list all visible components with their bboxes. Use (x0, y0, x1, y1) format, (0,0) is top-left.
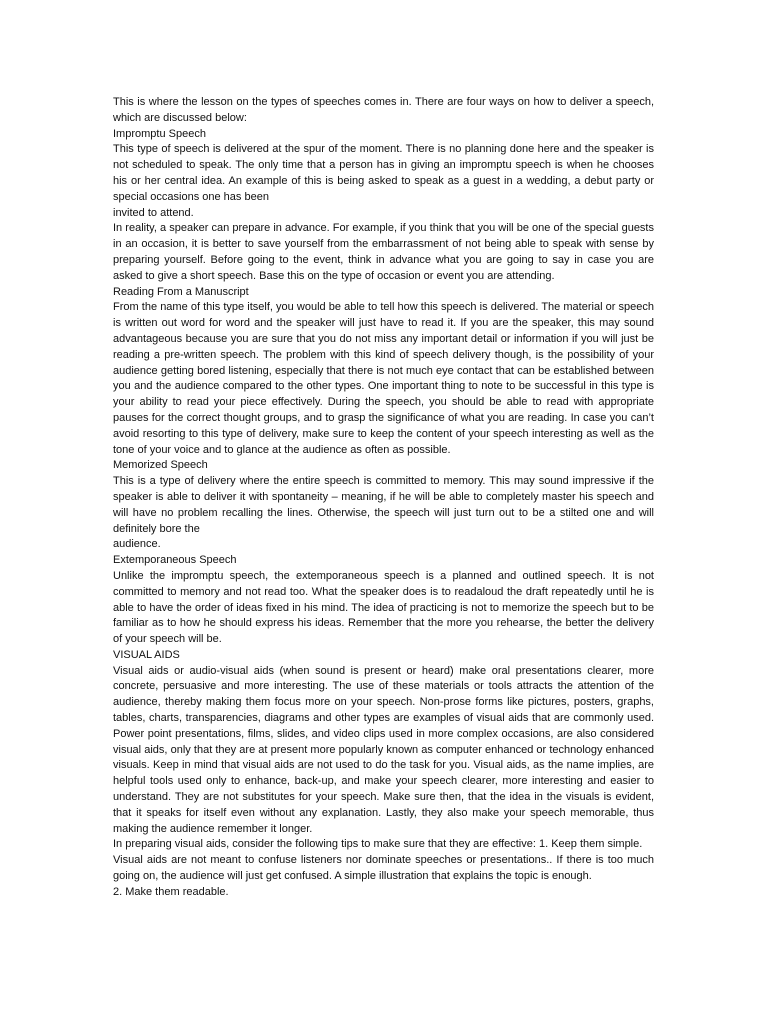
heading-impromptu-speech: Impromptu Speech (113, 127, 206, 140)
visual-aids-readable-item: 2. Make them readable. (113, 885, 229, 898)
intro-paragraph: This is where the lesson on the types of speeches comes in. There are four ways on how to deliver a speech, which are discussed below: (113, 96, 654, 124)
heading-reading-manuscript: Reading From a Manuscript (113, 285, 249, 298)
impromptu-paragraph: This type of speech is delivered at the spur of the moment. There is no planning done here and the speaker is not scheduled to speak. The only time that a person has in giving an impromptu speech is when he chooses his or her central idea. An example of this is being asked to speak as a guest in a wedding, a debut party or special occasions one has been (113, 143, 654, 203)
memorized-paragraph: This is a type of delivery where the entire speech is committed to memory. This may sound impressive if the speaker is able to deliver it with spontaneity – meaning, if he will be able to completely master his speech and will have no problem recalling the lines. Otherwise, the speech will just turn out to be a stilted one and will definitely bore the (113, 475, 654, 535)
heading-visual-aids: VISUAL AIDS (113, 648, 180, 661)
heading-memorized-speech: Memorized Speech (113, 459, 208, 472)
document-page (113, 95, 654, 901)
impromptu-paragraph-end: invited to attend. (113, 206, 194, 219)
visual-aids-simple-paragraph: Visual aids are not meant to confuse listeners nor dominate speeches or presentations.. If there is too much going on, the audience will just get confused. A simple illustration that explains the topic is enough. (113, 854, 654, 883)
manuscript-paragraph: From the name of this type itself, you would be able to tell how this speech is delivered. The material or speech is written out word for word and the speaker will just have to read it. If you are the speaker, this may sound advantageous because you are sure that you do not miss any important detail or information if you will just be reading a pre-written speech. The problem with this kind of speech delivery though, is the possibility of your audience getting bored listening, especially that there is not much eye contact that can be established between you and the audience compared to the other types. One important thing to note to be successful in this type is your ability to read your piece effectively. During the speech, you should be able to read with appropriate pauses for the correct thought groups, and to grasp the significance of what you are reading. In case you can’t avoid resorting to this type of delivery, make sure to keep the content of your speech interesting as well as the tone of your voice and to glance at the audience as often as possible. (113, 301, 654, 456)
visual-aids-tips-paragraph: In preparing visual aids, consider the following tips to make sure that they are effective: 1. Keep them simple. (113, 838, 643, 851)
impromptu-reality-paragraph: In reality, a speaker can prepare in advance. For example, if you think that you will be one of the special guests in an occasion, it is better to save yourself from the embarrassment of not being able to speak with sense by preparing yourself. Before going to the event, think in advance what you are going to say in case you are asked to give a short speech. Base this on the type of occasion or event you are attending. (113, 222, 654, 282)
extemporaneous-paragraph: Unlike the impromptu speech, the extemporaneous speech is a planned and outlined speech. It is not committed to memory and not read too. What the speaker does is to readaloud the draft repeatedly until he is able to have the order of ideas fixed in his mind. The idea of practicing is not to memorize the speech but to be familiar as to how he should express his ideas. Remember that the more you rehearse, the better the delivery of your speech will be. (113, 569, 654, 646)
visual-aids-paragraph: Visual aids or audio-visual aids (when sound is present or heard) make oral presentations clearer, more concrete, persuasive and more interesting. The use of these materials or tools attracts the attention of the audience, thereby making them focus more on your speech. Non-prose forms like pictures, posters, graphs, tables, charts, transparencies, diagrams and other types are examples of visual aids that are commonly used. Power point presentations, films, slides, and video clips used in more complex occasions, are also considered visual aids, only that they are at present more popularly known as computer enhanced or technology enhanced visuals. Keep in mind that visual aids are not used to do the task for you. Visual aids, as the name implies, are helpful tools used only to enhance, back-up, and make your speech clearer, more interesting and easier to understand. They are not substitutes for your speech. Make sure then, that the idea in the visuals is evident, that it speaks for itself even without any explanation. Lastly, they also make your speech memorable, thus making the audience remember it longer. (113, 664, 654, 835)
memorized-paragraph-end: audience. (113, 538, 161, 551)
heading-extemporaneous-speech: Extemporaneous Speech (113, 554, 237, 567)
